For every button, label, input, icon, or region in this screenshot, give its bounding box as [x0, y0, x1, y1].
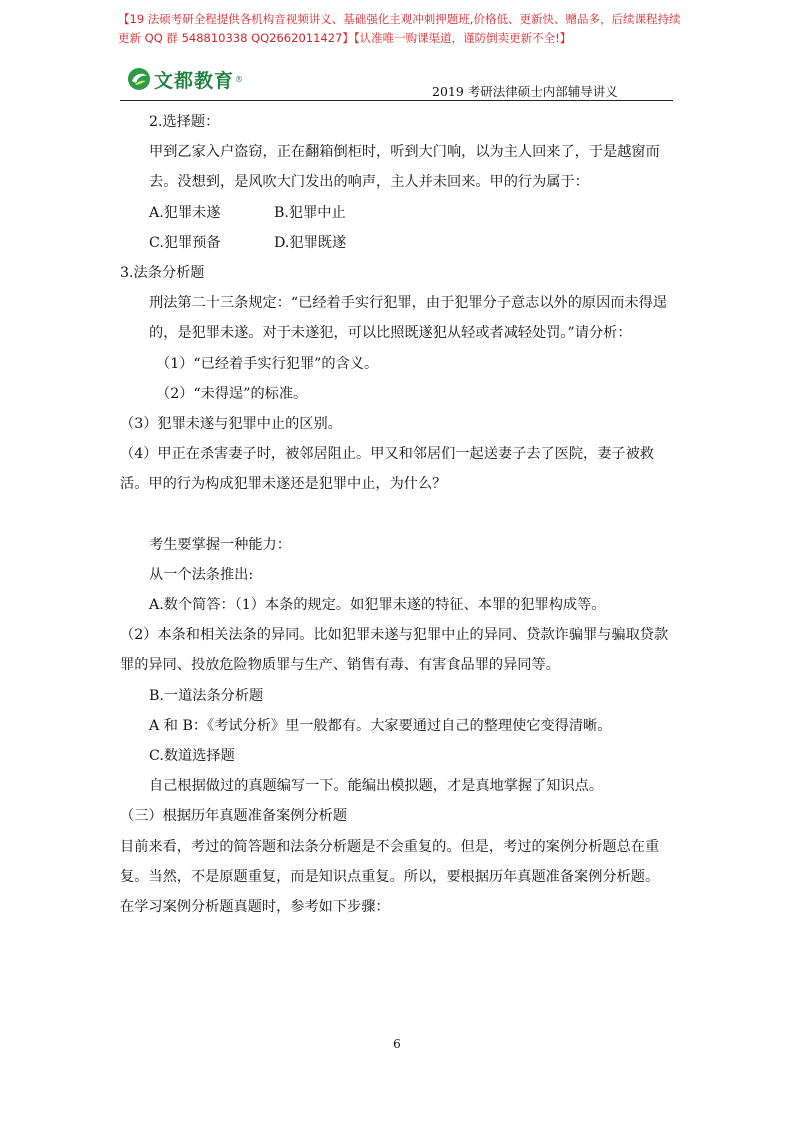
- option-a: A.犯罪未遂: [149, 204, 221, 221]
- promo-banner: 【19 法硕考研全程提供各机构音视频讲义、基础强化主观冲刺押题班,价格低、更新快、赠品多，后续课程持续更新 QQ 群 548810338 QQ2662011427】【认准唯一购课渠道，谨防倒卖更新不全!】: [118, 12, 681, 45]
- ability-intro: 从一个法条推出:: [149, 566, 254, 583]
- section-3-title: （三）根据历年真题准备案例分析题: [120, 808, 348, 825]
- ability-a-continued: （2）本条和相关法条的异同。比如犯罪未遂与犯罪中止的异同、贷款诈骗罪与骗取贷款罪的异同、投放危险物质罪与生产、销售有毒、有害食品罪的异同等。: [120, 627, 669, 674]
- document-body: [120, 107, 676, 922]
- option-b: B.犯罪中止: [274, 204, 346, 221]
- ability-title: 考生要掌握一种能力：: [149, 536, 291, 553]
- logo-text: 文都教育: [154, 69, 235, 92]
- ability-c-description: 自己根据做过的真题编写一下。能编出模拟题，才是真地掌握了知识点。: [149, 778, 604, 795]
- question-2-options-row-1: [120, 198, 676, 228]
- page-number: 6: [393, 1037, 401, 1051]
- header-title: 2019 考研法律硕士内部辅导讲义: [432, 84, 618, 99]
- ability-ab-note: A 和 B：《考试分析》里一般都有。大家要通过自己的整理使它变得清晰。: [149, 717, 612, 734]
- section-3-paragraph-1: 目前来看，考过的简答题和法条分析题是不会重复的。但是，考过的案例分析题总在重复。当然，不是原题重复，而是知识点重复。所以，要根据历年真题准备案例分析题。: [120, 838, 660, 885]
- logo-swirl-icon: [127, 67, 151, 91]
- logo: [127, 66, 243, 92]
- ability-a: A.数个简答：（1）本条的规定。如犯罪未遂的特征、本罪的犯罪构成等。: [149, 597, 606, 614]
- option-c: C.犯罪预备: [149, 234, 221, 251]
- question-3-stem: 刑法第二十三条规定：“已经着手实行犯罪，由于犯罪分子意志以外的原因而未得逞的，是犯罪未遂。对于未遂犯，可以比照既遂犯从轻或者减轻处罚。”请分析：: [149, 295, 668, 342]
- question-2-options-row-2: [120, 228, 676, 258]
- question-2-stem: 甲到乙家入户盗窃，正在翻箱倒柜时，听到大门响，以为主人回来了，于是越窗而去。没想到，是风吹大门发出的响声，主人并未回来。甲的行为属于：: [149, 144, 660, 191]
- question-3-sub-1: （1）“已经着手实行犯罪”的含义。: [156, 355, 379, 372]
- question-3-sub-4: （4）甲正在杀害妻子时，被邻居阻止。甲又和邻居们一起送妻子去了医院，妻子被救活。甲的行为构成犯罪未遂还是犯罪中止，为什么？: [120, 446, 654, 493]
- header-divider: [120, 100, 673, 101]
- question-3-sub-3: （3）犯罪未遂与犯罪中止的区别。: [120, 416, 342, 433]
- option-d: D.犯罪既遂: [274, 234, 347, 251]
- logo-registered-mark: ®: [235, 74, 244, 84]
- section-3-paragraph-2: 在学习案例分析题真题时，参考如下步骤：: [120, 899, 390, 916]
- ability-c: C.数道选择题: [149, 748, 235, 765]
- question-3-title: 3.法条分析题: [120, 265, 205, 282]
- ability-b: B.一道法条分析题: [149, 687, 264, 704]
- question-2-title: 2.选择题：: [149, 114, 220, 130]
- question-3-sub-2: （2）“未得逞”的标准。: [156, 385, 308, 402]
